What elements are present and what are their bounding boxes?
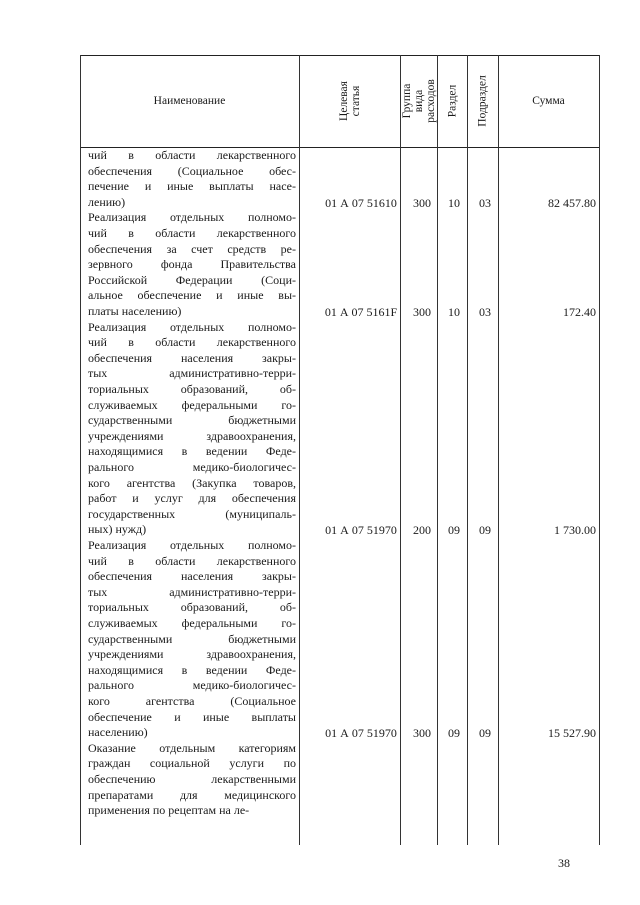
row-name-line: обеспечения (Социальное обес- (88, 163, 296, 178)
row-name-line: обеспечения за счет средств ре- (88, 241, 296, 256)
row-name-line: учреждениями здравоохранения, (88, 428, 296, 443)
group-code: 200 (413, 523, 431, 538)
section-code: 10 (448, 195, 460, 210)
row-name-line: ных) нужд) (88, 522, 147, 537)
section-code: 09 (448, 726, 460, 741)
row-name-line: граждан социальной услуги по (88, 756, 296, 771)
sum-value: 15 527.90 (548, 726, 596, 741)
row-name (88, 210, 296, 319)
row-name-line: рального медико-биологичес- (88, 678, 296, 693)
row-name-line: служиваемых федеральными го- (88, 615, 296, 630)
header-section-label: Раздел (446, 84, 458, 118)
row-name-line: обеспечению лекарственными (88, 771, 296, 786)
row-values (80, 726, 600, 742)
row-name-line: тых административно-терри- (88, 366, 296, 381)
target-code: 01 А 07 51610 (325, 195, 397, 210)
row-name-line: сударственными бюджетными (88, 631, 296, 646)
row-values (80, 523, 600, 539)
header-target-label: Целевая статья (337, 81, 362, 121)
target-code: 01 А 07 5161F (324, 305, 398, 319)
header-sum-label: Сумма (532, 95, 565, 107)
row-name-line: чий в области лекарственного (88, 225, 296, 240)
header-subsection-label: Подраздел (476, 75, 489, 127)
row-name-line: чий в области лекарственного (88, 553, 296, 568)
header-name (80, 55, 299, 147)
row-name-line: государственных (муниципаль- (88, 506, 296, 521)
row-values (80, 196, 600, 212)
group-code: 300 (413, 305, 431, 319)
sum-value: 1 730.00 (554, 523, 596, 538)
row-name (88, 538, 296, 741)
row-name-line: населению) (88, 725, 148, 740)
header-group (400, 55, 437, 147)
section-code: 10 (448, 305, 460, 319)
group-code: 300 (413, 195, 431, 210)
page-number: 38 (558, 856, 570, 870)
row-name-line: находящимися в ведении Феде- (88, 444, 296, 459)
header-sum (498, 55, 599, 147)
row-name-line: зервного фонда Правительства (88, 257, 296, 272)
row-name-line: кого агентства (Социальное (88, 693, 296, 708)
row-name-line: ториальных образований, об- (88, 600, 296, 615)
subsection-code: 03 (479, 305, 491, 319)
subsection-code: 03 (479, 195, 491, 210)
row-name-line: препаратами для медицинского (88, 787, 296, 802)
row-name-line: сударственными бюджетными (88, 413, 296, 428)
header-name-label: Наименование (153, 95, 226, 107)
header-subsection (467, 55, 498, 147)
header-group-label: Группа вида расходов (400, 79, 437, 123)
row-name-line: служиваемых федеральными го- (88, 397, 296, 412)
row-name-line: тых административно-терри- (88, 584, 296, 599)
row-name-line: обеспечения населения закры- (88, 569, 296, 584)
row-name-line: учреждениями здравоохранения, (88, 647, 296, 662)
row-name-line: Российской Федерации (Соци- (88, 272, 296, 287)
row-name-line: Реализация отдельных полномо- (88, 319, 296, 334)
row-name-line: обеспечение и иные выплаты (88, 709, 296, 724)
row-name-line: ториальных образований, об- (88, 381, 296, 396)
row-name-line: чий в области лекарственного (88, 335, 296, 350)
row-name-line: Реализация отдельных полномо- (88, 538, 296, 552)
row-name-line: Реализация отдельных полномо- (88, 210, 296, 225)
target-code: 01 А 07 51970 (325, 726, 397, 741)
row-name (88, 320, 296, 538)
sum-value: 172.40 (563, 305, 596, 319)
row-name-line: чий в области лекарственного (88, 148, 296, 162)
row-name-line: лению) (88, 194, 126, 209)
row-name-line: печение и иные выплаты насе- (88, 179, 296, 194)
row-name-line: платы населению) (88, 303, 182, 318)
target-code: 01 А 07 51970 (325, 523, 397, 538)
row-name-line: применения по рецептам на ле- (88, 803, 250, 818)
row-name-line: находящимися в ведении Феде- (88, 662, 296, 677)
row-values (80, 305, 600, 321)
header-section (437, 55, 467, 147)
row-name-line: Оказание отдельным категориям (88, 740, 296, 755)
subsection-code: 09 (479, 523, 491, 538)
row-name-line: рального медико-биологичес- (88, 459, 296, 474)
subsection-code: 09 (479, 726, 491, 741)
row-name-line: обеспечения населения закры- (88, 350, 296, 365)
section-code: 09 (448, 523, 460, 538)
sum-value: 82 457.80 (548, 195, 596, 210)
row-name-line: альное обеспечение и иные вы- (88, 288, 296, 303)
row-name-line: работ и услуг для обеспечения (88, 491, 296, 506)
row-name-line: кого агентства (Закупка товаров, (88, 475, 296, 490)
group-code: 300 (413, 726, 431, 741)
header-target (299, 55, 400, 147)
row-name (88, 741, 296, 819)
